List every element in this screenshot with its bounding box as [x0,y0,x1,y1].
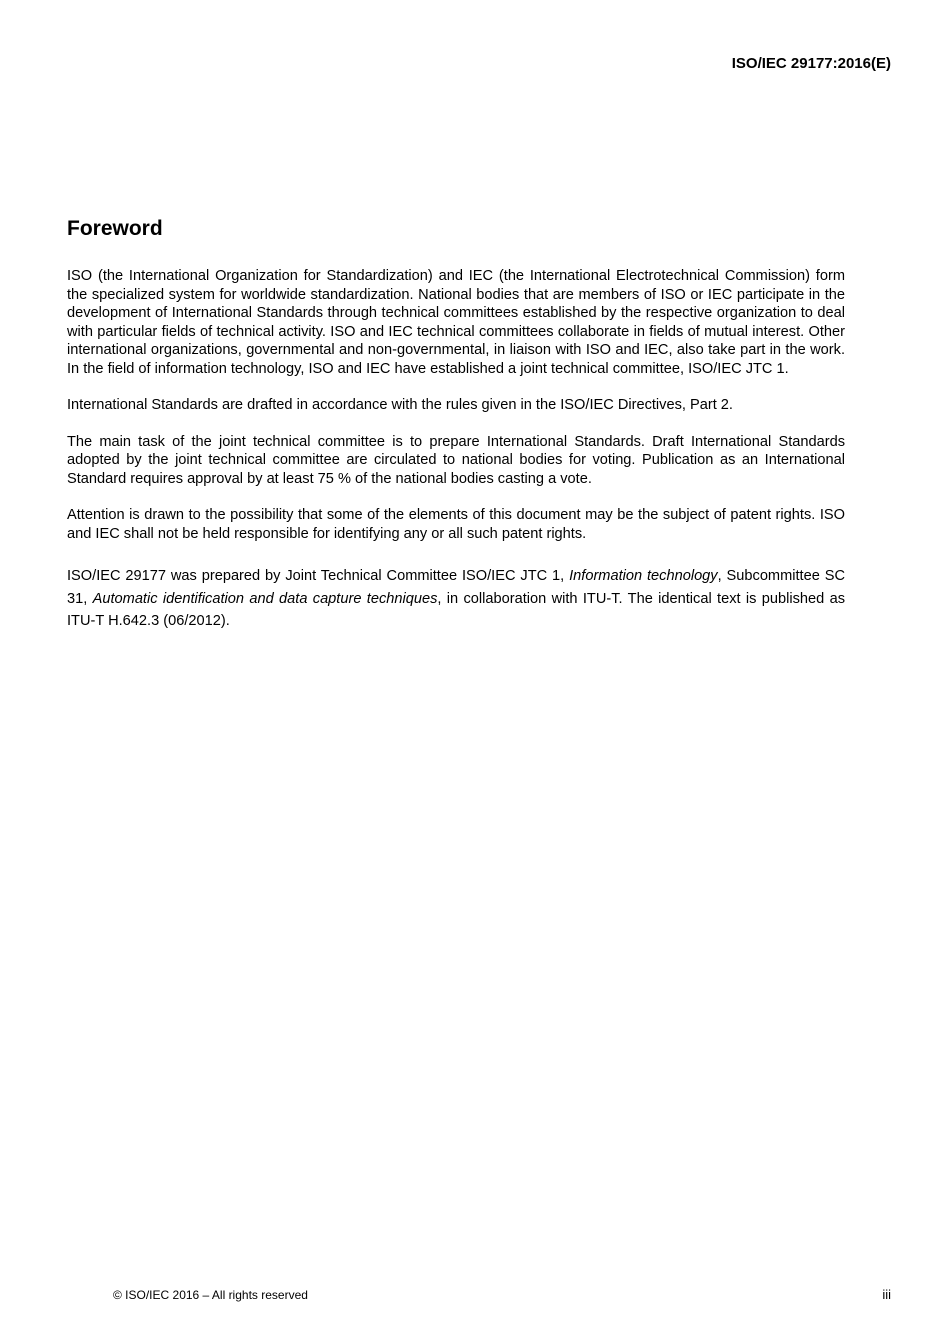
document-identifier: ISO/IEC 29177:2016(E) [731,55,891,72]
paragraph-directives: International Standards are drafted in accordance with the rules given in the ISO/IEC Directives, Part 2. [67,397,733,413]
paragraph-patent-rights: Attention is drawn to the possibility that some of the elements of this document may be the subject of patent rights. ISO and IEC shall not be held responsible for identifying any or all such patent rights. [67,507,845,542]
committee-title: Information technology [569,568,718,584]
prepared-text-2: , Subcommittee SC 31, [67,568,846,607]
paragraph-iso-iec-intro: ISO (the International Organization for Standardization) and IEC (the International Electrotechnical Commission) form the specialized system for worldwide standardization. National bodies that are members of ISO or IEC participate in the development of International Standards through technical committees established by the respective organization to deal with particular fields of technical activity. ISO and IEC technical committees collaborate in fields of mutual interest. Other international organizations, governmental and non-governmental, in liaison with ISO and IEC, also take part in the work. In the field of information technology, ISO and IEC have established a joint technical committee, ISO/IEC JTC 1. [67,268,845,377]
paragraph-prepared-by [67,565,845,633]
subcommittee-title: Automatic identification and data capture techniques [92,590,438,607]
prepared-text-1: ISO/IEC 29177 was prepared by Joint Technical Committee ISO/IEC JTC 1, [67,568,570,584]
section-title: Foreword [67,217,163,240]
page-number: iii [882,1287,891,1302]
foreword-body [67,267,845,651]
prepared-text-3: , in collaboration with ITU-T. The identical text is published as ITU-T H.642.3 (06/2012). [67,590,846,629]
copyright-notice: © ISO/IEC 2016 – All rights reserved [113,1288,308,1302]
paragraph-main-task: The main task of the joint technical committee is to prepare International Standards. Draft International Standards adopted by the joint technical committee are circulated to national bodies for voting. Publication as an International Standard requires approval by at least 75 % of the national bodies casting a vote. [67,433,845,487]
